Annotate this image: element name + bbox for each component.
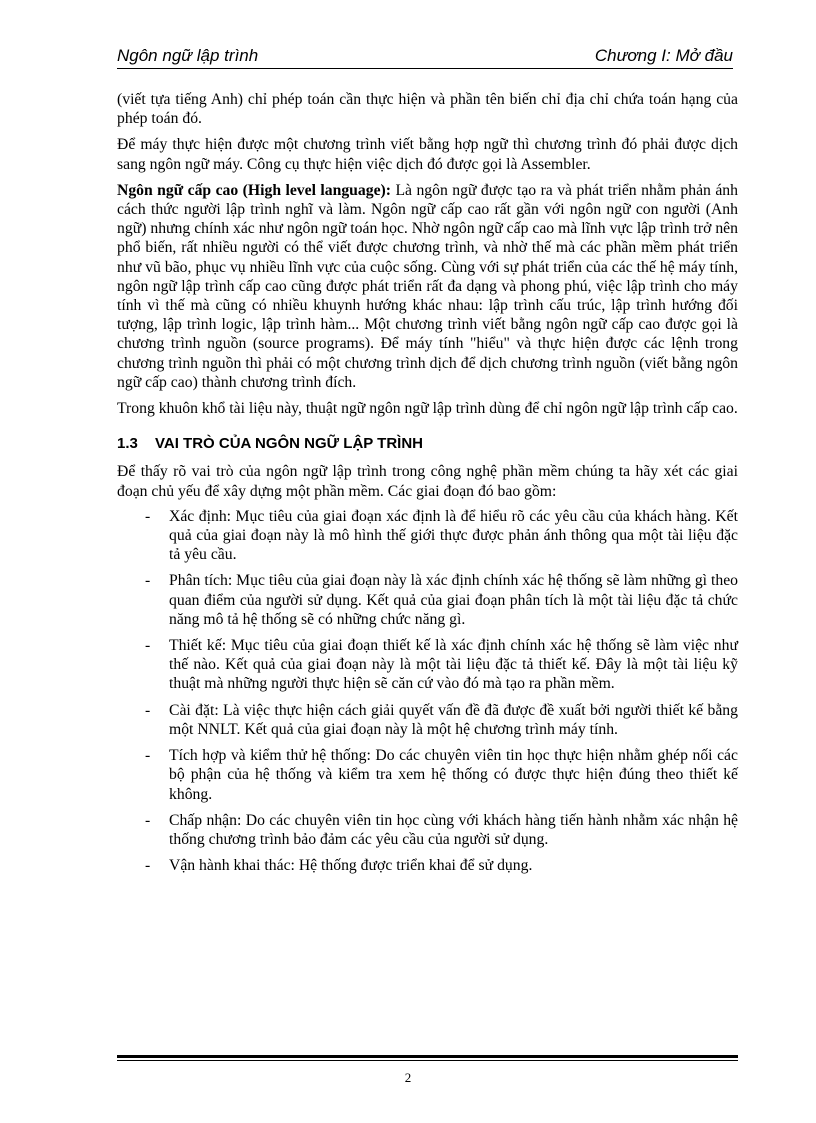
bullet-dash: -: [145, 811, 151, 829]
page-number: 2: [404, 1070, 412, 1085]
header-book-title: Ngôn ngữ lập trình: [117, 46, 259, 65]
paragraph-assembly-operands: (viết tựa tiếng Anh) chỉ phép toán cần thực hiện và phần tên biến chỉ địa chỉ chứa toán hạng của phép toán đó.: [117, 91, 738, 128]
bullet-dash: -: [145, 747, 151, 765]
bullet-dash: -: [145, 857, 151, 875]
bullet-dash: -: [145, 572, 151, 590]
list-item-text: Xác định: Mục tiêu của giai đoạn xác định là để hiểu rõ các yêu cầu của khách hàng. Kết quả của giai đoạn này là mô hình thế giới thực được phản ánh thông qua một tài liệu đặc tả yêu cầu.: [169, 507, 738, 564]
footer-rule-thin: [117, 1060, 738, 1061]
list-item-text: Tích hợp và kiểm thử hệ thống: Do các chuyên viên tin học thực hiện nhằm ghép nối các bộ phận của hệ thống và kiểm tra xem hệ thống có được thực hiện đúng theo thiết kế không.: [169, 747, 738, 803]
list-item-text: Chấp nhận: Do các chuyên viên tin học cùng với khách hàng tiến hành nhằm xác nhận hệ thống chương trình bảo đảm các yêu cầu của người sử dụng.: [169, 811, 738, 848]
list-item-text: Vận hành khai thác: Hệ thống được triển khai để sử dụng.: [169, 857, 533, 875]
section-number: 1.3: [117, 435, 138, 453]
page-body: [117, 90, 738, 882]
list-item: [117, 636, 738, 694]
list-item: [117, 571, 738, 629]
bullet-dash: -: [145, 637, 151, 655]
term-high-level-language: Ngôn ngữ cấp cao (High level language):: [117, 181, 392, 199]
paragraph-high-level-language: [117, 181, 738, 392]
footer-rule-thick: [117, 1055, 738, 1058]
bullet-dash: -: [145, 701, 151, 719]
section-heading: [117, 434, 738, 453]
section-intro: Để thấy rõ vai trò của ngôn ngữ lập trình trong công nghệ phần mềm chúng ta hãy xét các giai đoạn chủ yếu để xây dựng một phần mềm. Các giai đoạn đó bao gồm:: [117, 463, 738, 500]
header-chapter-title: Chương I: Mở đầu: [594, 46, 733, 65]
list-item: [117, 701, 738, 739]
list-item-text: Cài đặt: Là việc thực hiện cách giải quyết vấn đề đã được đề xuất bởi người thiết kế bằng một NNLT. Kết quả của giai đoạn này là một hệ chương trình máy tính.: [169, 701, 738, 738]
page-header: [117, 42, 733, 69]
definition-high-level-language: Là ngôn ngữ được tạo ra và phát triển nhằm phản ánh cách thức người lập trình nghĩ và làm. Ngôn ngữ cấp cao rất gần với ngôn ngữ con người (Anh ngữ) nhưng chính xác như ngôn ngữ toán học. Nhờ ngôn ngữ cấp cao mà lĩnh vực lập trình trở nên phổ biến, rất nhiều người có thể viết được chương trình, và nhờ thế mà các phần mềm phát triển như vũ bão, phục vụ nhiều lĩnh vực của cuộc sống. Cùng với sự phát triển của các thế hệ máy tính, ngôn ngữ lập trình cấp cao cũng được phát triển rất đa dạng và phong phú, việc lập trình cho máy tính vì thế mà cũng có nhiều khuynh hướng khác nhau: lập trình cấu trúc, lập trình hướng đối tượng, lập trình logic, lập trình hàm... Một chương trình viết bằng ngôn ngữ cấp cao được gọi là chương trình nguồn (source programs). Để máy tính "hiểu" và thực hiện được các lệnh trong chương trình nguồn thì phải có một chương trình dịch để dịch chương trình nguồn (viết bằng ngôn ngữ cấp cao) thành chương trình đích.: [117, 181, 738, 391]
list-item-text: Phân tích: Mục tiêu của giai đoạn này là xác định chính xác hệ thống sẽ làm những gì theo quan điểm của người sử dụng. Kết quả của giai đoạn phân tích là một tài liệu đặc tả chức năng mô tả hệ thống sẽ có những chức năng gì.: [169, 572, 738, 628]
list-item: [117, 811, 738, 849]
list-item: [117, 746, 738, 804]
list-item: [117, 856, 738, 875]
phase-list: [117, 507, 738, 875]
list-item: [117, 507, 738, 565]
section-title: VAI TRÒ CỦA NGÔN NGỮ LẬP TRÌNH: [155, 435, 424, 453]
bullet-dash: -: [145, 507, 151, 525]
list-item-text: Thiết kế: Mục tiêu của giai đoạn thiết kế là xác định chính xác hệ thống sẽ làm việc như thế nào. Kết quả của giai đoạn này là một tài liệu đặc tả thiết kế. Đây là một tài liệu kỹ thuật mà những người thực hiện sẽ căn cứ vào đó mà tạo ra phần mềm.: [169, 637, 738, 693]
paragraph-assembler: Để máy thực hiện được một chương trình viết bằng hợp ngữ thì chương trình đó phải được dịch sang ngôn ngữ máy. Công cụ thực hiện việc dịch đó được gọi là Assembler.: [117, 136, 738, 173]
paragraph-scope-note: Trong khuôn khổ tài liệu này, thuật ngữ ngôn ngữ lập trình dùng để chỉ ngôn ngữ lập trình cấp cao.: [117, 400, 738, 418]
